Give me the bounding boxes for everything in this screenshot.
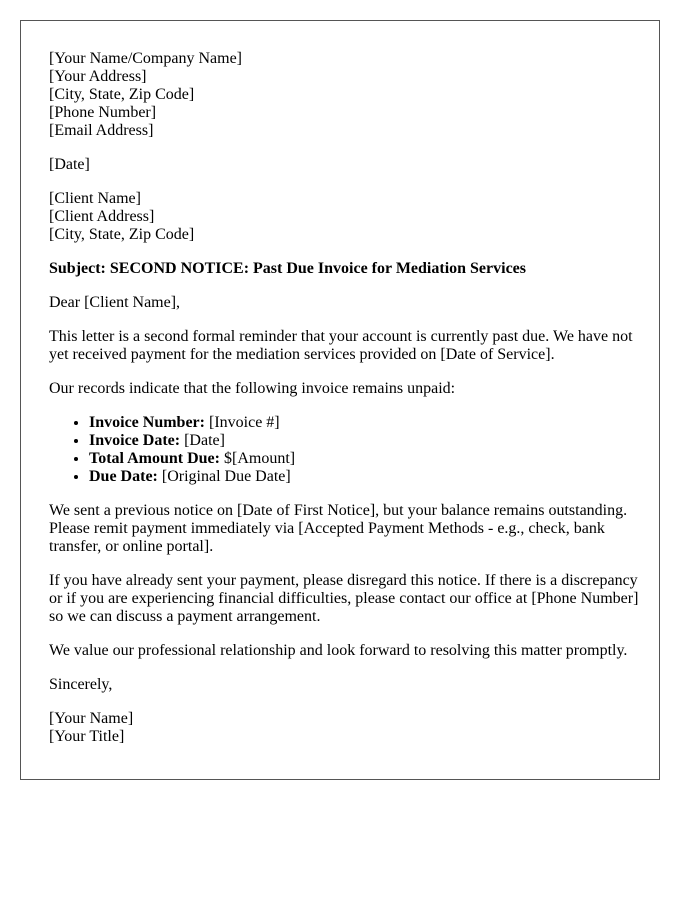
list-item xyxy=(89,468,644,486)
sender-address: [Your Address] xyxy=(49,68,147,85)
invoice-details-list xyxy=(49,414,644,486)
sender-block xyxy=(49,50,644,140)
list-item xyxy=(89,450,644,468)
date-block xyxy=(49,156,644,174)
total-amount-value: $[Amount] xyxy=(223,450,296,467)
previous-notice-paragraph: We sent a previous notice on [Date of First Notice], but your balance remains outstanding. Please remit payment immediately via [Accepted Payment Methods - e.g., check, bank transfer, or online portal]. xyxy=(49,502,628,555)
recipient-address: [Client Address] xyxy=(49,208,155,225)
invoice-number-value: [Invoice #] xyxy=(208,414,280,431)
closing: Sincerely, xyxy=(49,676,113,693)
records-paragraph: Our records indicate that the following invoice remains unpaid: xyxy=(49,380,456,397)
letter-content xyxy=(49,50,644,762)
subject-line: Subject: SECOND NOTICE: Past Due Invoice for Mediation Services xyxy=(49,260,527,277)
due-date-label: Due Date: xyxy=(89,468,158,485)
signature-block xyxy=(49,710,644,746)
signature-name: [Your Name] xyxy=(49,710,134,727)
invoice-number-label: Invoice Number: xyxy=(89,414,205,431)
list-item xyxy=(89,432,644,450)
invoice-date-label: Invoice Date: xyxy=(89,432,181,449)
sender-name: [Your Name/Company Name] xyxy=(49,50,243,67)
sender-phone: [Phone Number] xyxy=(49,104,157,121)
sender-city-state-zip: [City, State, Zip Code] xyxy=(49,86,195,103)
letter-date: [Date] xyxy=(49,156,90,173)
list-item xyxy=(89,414,644,432)
sender-email: [Email Address] xyxy=(49,122,154,139)
due-date-value: [Original Due Date] xyxy=(161,468,291,485)
invoice-date-value: [Date] xyxy=(184,432,225,449)
letter-page xyxy=(20,20,660,780)
signature-title: [Your Title] xyxy=(49,728,125,745)
recipient-block xyxy=(49,190,644,244)
recipient-city-state-zip: [City, State, Zip Code] xyxy=(49,226,195,243)
salutation: Dear [Client Name], xyxy=(49,294,181,311)
recipient-name: [Client Name] xyxy=(49,190,141,207)
intro-paragraph: This letter is a second formal reminder that your account is currently past due. We have not yet received payment for the mediation services provided on [Date of Service]. xyxy=(49,328,633,363)
total-amount-label: Total Amount Due: xyxy=(89,450,220,467)
relationship-paragraph: We value our professional relationship and look forward to resolving this matter promptly. xyxy=(49,642,628,659)
discrepancy-paragraph: If you have already sent your payment, please disregard this notice. If there is a discrepancy or if you are experiencing financial difficulties, please contact our office at [Phone Number] so we can discuss a payment arrangement. xyxy=(49,572,639,625)
